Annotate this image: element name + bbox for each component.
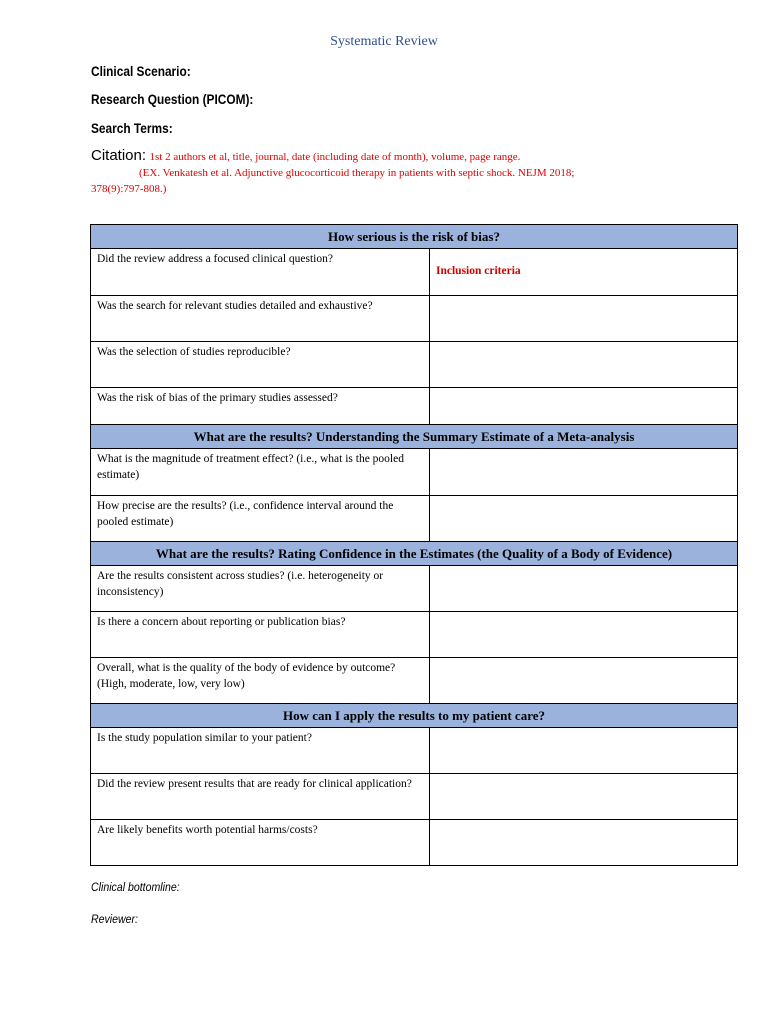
section-heading-row — [91, 704, 738, 728]
question-cell: Overall, what is the quality of the body of evidence by outcome? (High, moderate, low, very low) — [91, 658, 430, 704]
answer-cell[interactable] — [430, 249, 738, 296]
answer-cell[interactable] — [430, 449, 738, 496]
citation-label: Citation: — [91, 147, 147, 164]
question-cell: What is the magnitude of treatment effect? (i.e., what is the pooled estimate) — [91, 449, 430, 496]
section-heading-row — [91, 542, 738, 566]
search-terms-label: Search Terms: — [91, 121, 173, 136]
table-row — [91, 249, 738, 296]
answer-cell[interactable] — [430, 496, 738, 542]
section-heading-row — [91, 425, 738, 449]
page-title: Systematic Review — [330, 34, 438, 49]
question-cell: Did the review address a focused clinical question? — [91, 249, 430, 296]
section-heading: What are the results? Rating Confidence in the Estimates (the Quality of a Body of Evidence) — [91, 542, 738, 566]
clinical-scenario-label: Clinical Scenario: — [91, 64, 191, 79]
answer-cell[interactable] — [430, 388, 738, 425]
question-cell: Are the results consistent across studies? (i.e. heterogeneity or inconsistency) — [91, 566, 430, 612]
table-row — [91, 658, 738, 704]
answer-cell[interactable] — [430, 658, 738, 704]
answer-cell[interactable] — [430, 342, 738, 388]
section-heading: How can I apply the results to my patient care? — [91, 704, 738, 728]
table-row — [91, 820, 738, 866]
table-row — [91, 449, 738, 496]
section-heading: What are the results? Understanding the Summary Estimate of a Meta-analysis — [91, 425, 738, 449]
question-cell: Are likely benefits worth potential harms/costs? — [91, 820, 430, 866]
question-cell: Is there a concern about reporting or publication bias? — [91, 612, 430, 658]
answer-cell[interactable] — [430, 612, 738, 658]
question-cell: Was the selection of studies reproducible? — [91, 342, 430, 388]
question-cell: Did the review present results that are ready for clinical application? — [91, 774, 430, 820]
table-row — [91, 388, 738, 425]
answer-text: Inclusion criteria — [436, 265, 521, 277]
table-row — [91, 342, 738, 388]
table-row — [91, 774, 738, 820]
research-question-label: Research Question (PICOM): — [91, 92, 254, 107]
review-table — [90, 224, 738, 866]
question-cell: Was the search for relevant studies detailed and exhaustive? — [91, 296, 430, 342]
question-cell: Was the risk of bias of the primary studies assessed? — [91, 388, 430, 425]
section-heading: How serious is the risk of bias? — [91, 225, 738, 249]
citation-block — [91, 148, 691, 197]
answer-cell[interactable] — [430, 296, 738, 342]
table-row — [91, 612, 738, 658]
table-row — [91, 566, 738, 612]
answer-cell[interactable] — [430, 728, 738, 774]
answer-cell[interactable] — [430, 774, 738, 820]
table-row — [91, 296, 738, 342]
citation-line-3: 378(9):797-808.) — [91, 183, 167, 195]
answer-cell[interactable] — [430, 820, 738, 866]
citation-line-1: 1st 2 authors et al, title, journal, date (including date of month), volume, page range. — [149, 151, 521, 163]
table-row — [91, 496, 738, 542]
reviewer-label: Reviewer: — [91, 912, 138, 926]
table-row — [91, 728, 738, 774]
clinical-bottomline-label: Clinical bottomline: — [91, 880, 180, 894]
question-cell: How precise are the results? (i.e., confidence interval around the pooled estimate) — [91, 496, 430, 542]
citation-line-2: (EX. Venkatesh et al. Adjunctive glucocorticoid therapy in patients with septic shock. NEJM 2018; — [139, 167, 575, 179]
section-heading-row — [91, 225, 738, 249]
question-cell: Is the study population similar to your patient? — [91, 728, 430, 774]
answer-cell[interactable] — [430, 566, 738, 612]
